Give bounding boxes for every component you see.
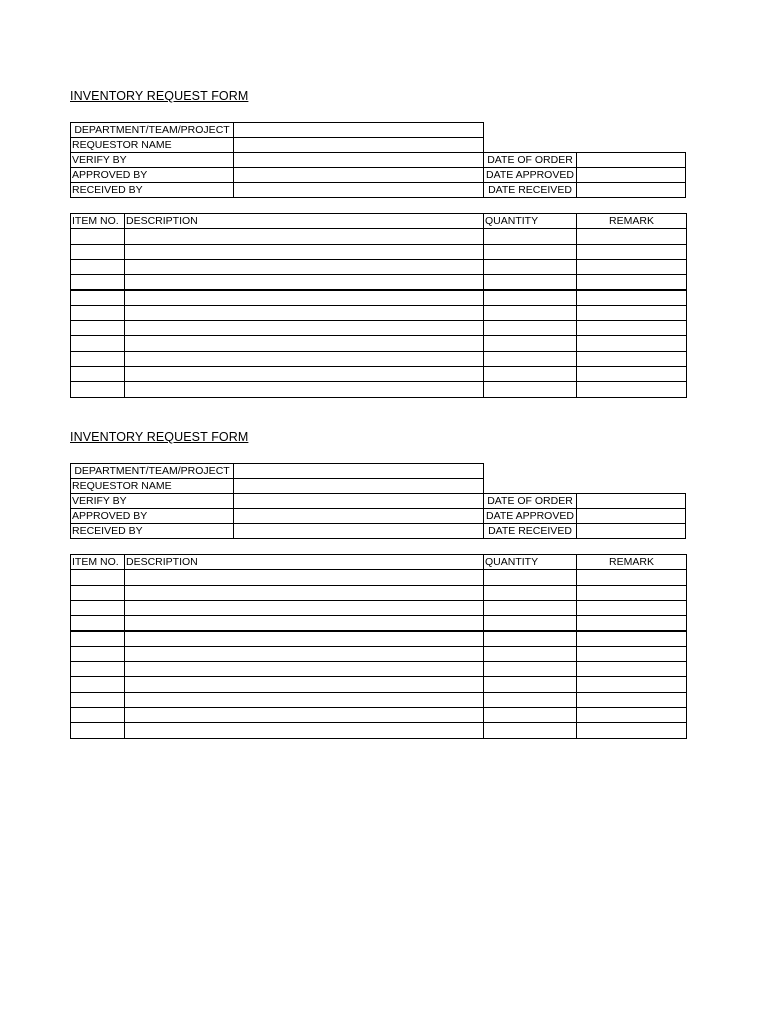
department-label: DEPARTMENT/TEAM/PROJECT (70, 122, 234, 138)
date-approved-label: DATE APPROVED (483, 508, 577, 524)
table-cell-remark[interactable] (576, 676, 687, 692)
date-of-order-label: DATE OF ORDER (483, 493, 577, 509)
table-cell-quantity[interactable] (483, 381, 577, 397)
date-received-value[interactable] (576, 523, 686, 539)
table-cell-item-no[interactable] (70, 631, 125, 647)
column-header-item-no: ITEM NO. (70, 554, 125, 570)
table-cell-description[interactable] (124, 351, 484, 367)
table-cell-item-no[interactable] (70, 661, 125, 677)
table-cell-remark[interactable] (576, 600, 687, 616)
table-cell-remark[interactable] (576, 707, 687, 723)
table-cell-item-no[interactable] (70, 366, 125, 382)
column-header-item-no: ITEM NO. (70, 213, 125, 229)
table-cell-item-no[interactable] (70, 722, 125, 738)
column-header-description: DESCRIPTION (124, 554, 484, 570)
table-cell-item-no[interactable] (70, 569, 125, 585)
table-cell-quantity[interactable] (483, 585, 577, 601)
table-cell-description[interactable] (124, 646, 484, 662)
table-cell-quantity[interactable] (483, 722, 577, 738)
table-cell-description[interactable] (124, 366, 484, 382)
date-approved-value[interactable] (576, 508, 686, 524)
table-cell-quantity[interactable] (483, 631, 577, 647)
verify-label: VERIFY BY (70, 493, 234, 509)
table-cell-item-no[interactable] (70, 351, 125, 367)
table-cell-quantity[interactable] (483, 351, 577, 367)
table-cell-remark[interactable] (576, 585, 687, 601)
date-of-order-value[interactable] (576, 493, 686, 509)
table-cell-item-no[interactable] (70, 600, 125, 616)
table-cell-description[interactable] (124, 569, 484, 585)
department-label: DEPARTMENT/TEAM/PROJECT (70, 463, 234, 479)
table-cell-quantity[interactable] (483, 569, 577, 585)
table-cell-description[interactable] (124, 631, 484, 647)
approved-label: APPROVED BY (70, 167, 234, 183)
approved-value[interactable] (233, 508, 484, 524)
table-cell-remark[interactable] (576, 631, 687, 647)
date-received-label: DATE RECEIVED (483, 523, 577, 539)
table-cell-description[interactable] (124, 585, 484, 601)
table-cell-remark[interactable] (576, 569, 687, 585)
table-cell-remark[interactable] (576, 661, 687, 677)
table-cell-description[interactable] (124, 676, 484, 692)
table-cell-description[interactable] (124, 707, 484, 723)
table-cell-quantity[interactable] (483, 661, 577, 677)
table-cell-quantity[interactable] (483, 615, 577, 631)
requestor-label: REQUESTOR NAME (70, 478, 234, 494)
verify-value[interactable] (233, 493, 484, 509)
column-header-quantity: QUANTITY (483, 554, 577, 570)
table-cell-quantity[interactable] (483, 707, 577, 723)
column-header-quantity: QUANTITY (483, 213, 577, 229)
department-value[interactable] (233, 463, 484, 479)
date-approved-label: DATE APPROVED (483, 167, 577, 183)
received-label: RECEIVED BY (70, 182, 234, 198)
date-of-order-label: DATE OF ORDER (483, 152, 577, 168)
table-cell-description[interactable] (124, 661, 484, 677)
table-cell-remark[interactable] (576, 615, 687, 631)
table-cell-quantity[interactable] (483, 676, 577, 692)
table-cell-description[interactable] (124, 381, 484, 397)
table-cell-remark[interactable] (576, 722, 687, 738)
table-cell-remark[interactable] (576, 692, 687, 708)
table-cell-quantity[interactable] (483, 692, 577, 708)
requestor-value[interactable] (233, 478, 484, 494)
table-cell-description[interactable] (124, 692, 484, 708)
column-header-remark: REMARK (576, 213, 687, 229)
table-cell-remark[interactable] (576, 646, 687, 662)
form-title: INVENTORY REQUEST FORM (70, 430, 249, 444)
table-cell-item-no[interactable] (70, 585, 125, 601)
verify-label: VERIFY BY (70, 152, 234, 168)
table-cell-item-no[interactable] (70, 646, 125, 662)
approved-label: APPROVED BY (70, 508, 234, 524)
table-cell-item-no[interactable] (70, 381, 125, 397)
date-received-label: DATE RECEIVED (483, 182, 577, 198)
table-cell-remark[interactable] (576, 381, 687, 397)
table-cell-item-no[interactable] (70, 676, 125, 692)
table-cell-item-no[interactable] (70, 692, 125, 708)
column-header-description: DESCRIPTION (124, 213, 484, 229)
table-cell-quantity[interactable] (483, 600, 577, 616)
table-cell-quantity[interactable] (483, 646, 577, 662)
table-cell-item-no[interactable] (70, 707, 125, 723)
table-cell-quantity[interactable] (483, 366, 577, 382)
received-value[interactable] (233, 523, 484, 539)
form-title: INVENTORY REQUEST FORM (70, 89, 249, 103)
table-cell-description[interactable] (124, 615, 484, 631)
table-cell-item-no[interactable] (70, 615, 125, 631)
table-cell-remark[interactable] (576, 351, 687, 367)
table-cell-remark[interactable] (576, 366, 687, 382)
received-label: RECEIVED BY (70, 523, 234, 539)
table-cell-description[interactable] (124, 722, 484, 738)
requestor-label: REQUESTOR NAME (70, 137, 234, 153)
table-cell-description[interactable] (124, 600, 484, 616)
column-header-remark: REMARK (576, 554, 687, 570)
